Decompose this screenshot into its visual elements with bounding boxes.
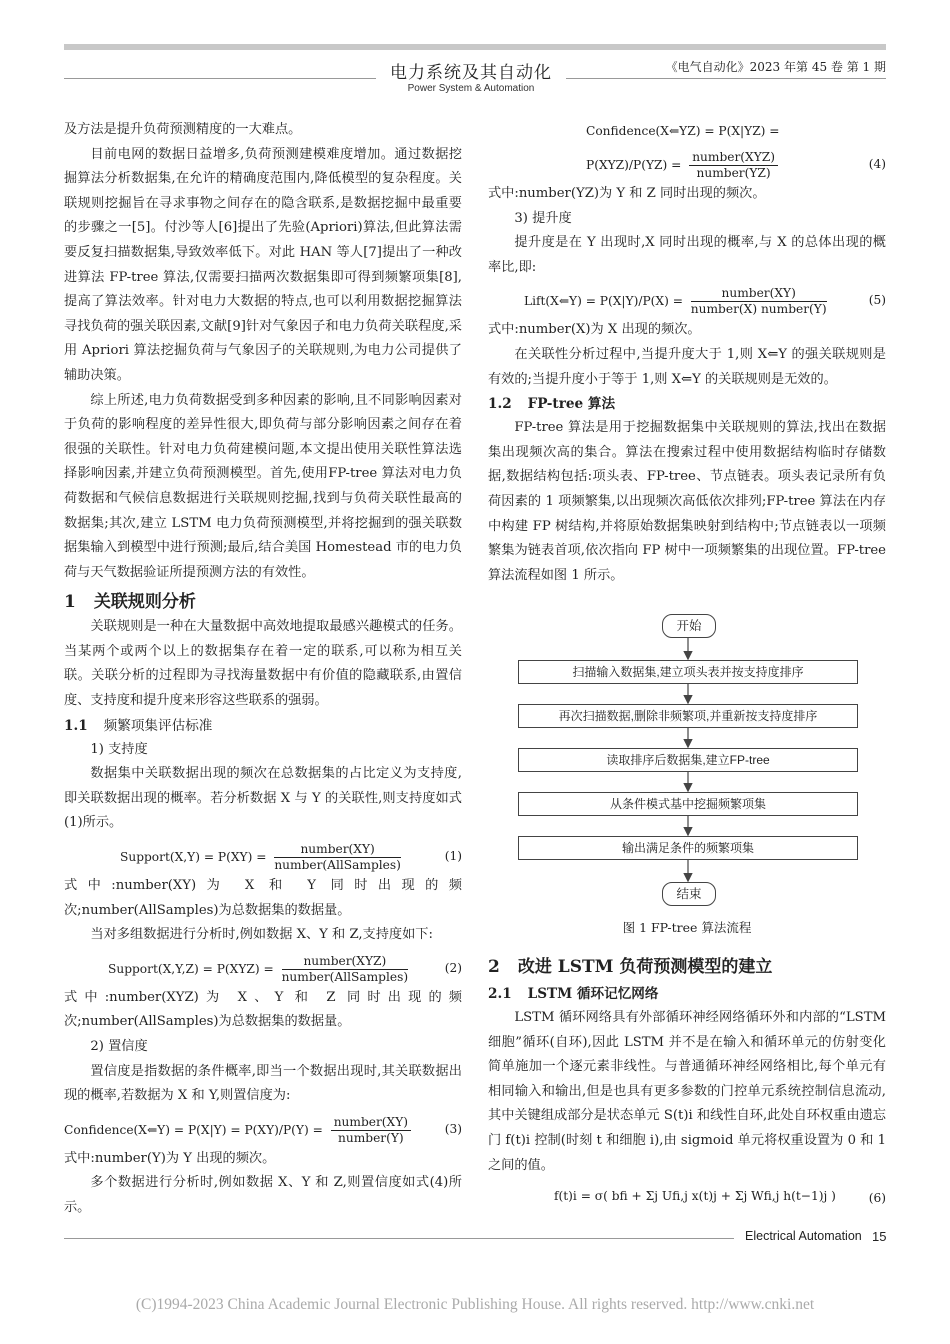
denominator: number(Y) <box>338 1130 404 1145</box>
list-item: 3) 提升度 <box>514 210 572 226</box>
numerator: number(XYZ) <box>282 954 409 970</box>
numerator: number(XY) <box>274 842 401 858</box>
subsection-heading <box>64 714 462 738</box>
equation-lhs: f(t)i = σ( bfi + Σj Ufi,j x(t)j + Σj Wfi,j h(t−1)j ) <box>554 1189 836 1204</box>
paragraph: 当对多组数据进行分析时,例如数据 X、Y 和 Z,支持度如下: <box>90 927 433 943</box>
section-heading <box>488 954 886 980</box>
flow-start: 开始 <box>662 614 716 638</box>
paragraph: FP-tree 算法是用于挖掘数据集中关联规则的算法,找出在数据集出现频次高的集合。算法在搜索过程中使用数据结构临时存储数据,数据结构包括:项头表、FP-tree、节点链表。项头表记录所有负荷因素的 1 项频繁集,以出现频次高低依次排列;FP-tree 算法在内存中构建 FP 树结构,并将原始数据集映射到结构中;节点链表以一项频繁集为链表首项,依次指向 FP 树中一项频繁集的出现位置。FP-tree 算法流程如图 1 所示。 <box>488 420 886 583</box>
paragraph: 式中:number(XY)为 X 和 Y 同时出现的频次;number(AllSamples)为总数据集的数据量。 <box>64 878 462 918</box>
equation-5 <box>488 280 886 317</box>
fraction <box>274 842 401 873</box>
header-rule-left <box>64 78 376 79</box>
flow-step-2: 再次扫描数据,删除非频繁项,并重新按支持度排序 <box>518 704 858 728</box>
subsection-heading <box>488 392 886 416</box>
footer-journal: Electrical Automation <box>745 1229 862 1243</box>
subsection-number: 2.1 <box>488 986 512 1002</box>
list-item: 2) 置信度 <box>90 1039 148 1054</box>
numerator: number(XY) <box>691 286 827 302</box>
section-number: 2 <box>488 957 500 977</box>
equation-label: (2) <box>444 960 462 975</box>
flow-step-1: 扫描输入数据集,建立项头表并按支持度排序 <box>518 660 858 684</box>
equation-1 <box>64 836 462 873</box>
fraction <box>282 954 409 985</box>
equation-label: (4) <box>868 157 886 171</box>
equation-4 <box>488 144 886 178</box>
page-number: 15 <box>872 1229 887 1244</box>
header-rule-right <box>566 78 886 79</box>
equation-3 <box>64 1109 462 1143</box>
equation-label: (6) <box>868 1191 886 1206</box>
paragraph: 在关联性分析过程中,当提升度大于 1,则 X⇐Y 的强关联规则是有效的;当提升度小于等于 1,则 X⇐Y 的关联规则是无效的。 <box>488 346 886 387</box>
subsection-number: 1.1 <box>64 717 88 734</box>
left-column <box>64 118 462 1221</box>
numerator: number(XY) <box>331 1115 411 1131</box>
equation-label: (1) <box>444 849 462 864</box>
fp-tree-flowchart <box>488 610 886 910</box>
equation-lhs: Support(X,Y,Z) = P(XYZ) = <box>108 961 274 976</box>
fraction <box>691 286 827 317</box>
paragraph: 及方法是提升负荷预测精度的一大难点。 <box>64 122 302 137</box>
right-column-lower <box>488 954 886 1212</box>
section-title: 关联规则分析 <box>93 592 196 613</box>
equation-6 <box>488 1178 886 1212</box>
subsection-title: LSTM 循环记忆网络 <box>527 986 659 1002</box>
paragraph: 式中:number(Y)为 Y 出现的频次。 <box>64 1150 276 1166</box>
denominator: number(X) number(Y) <box>690 302 827 317</box>
paragraph: 提升度是在 Y 出现时,X 同时出现的概率,与 X 的总体出现的概率比,即: <box>488 235 886 275</box>
equation-lhs: P(XYZ)/P(YZ) = <box>586 158 682 172</box>
paragraph: LSTM 循环网络具有外部循环神经网络循环外和内部的“LSTM 细胞”循环(自环),因此 LSTM 并不是在输入和循环单元的仿射变化简单施加一个逐元素非线性。与普通循环神经网络相比,每个单元有相同输入和输出,但是也具有更多参数的门控单元系统控制信息流动,其中关键组成部分是状态单元 S(t)i 和线性自环,此处自环权重由遗忘门 f(t)i 控制(时刻 t 和细胞 i),由 sigmoid 单元将权重设置为 0 和 1 之间的值。 <box>488 1010 886 1173</box>
paragraph: 综上所述,电力负荷数据受到多种因素的影响,且不同影响因素对于负荷的影响程度的差异性很大,即负荷与部分影响因素之间存在着很强的关联性。针对电力负荷建模问题,本文提出使用关联性算法选择影响因素,并建立负荷预测模型。首先,使用FP-tree 算法对电力负荷数据和气候信息数据进行关联规则挖掘,找到与负荷关联性最高的数据集;其次,建立 LSTM 电力负荷预测模型,并将挖掘到的强关联数据集输入到模型中进行预测;最后,结合美国 Homestead 市的电力负荷与天气数据验证所提预测方法的有效性。 <box>64 392 462 580</box>
subsection-heading <box>488 982 886 1006</box>
denominator: number(AllSamples) <box>281 969 409 984</box>
subsection-title: 频繁项集评估标准 <box>103 717 213 734</box>
numerator: number(XYZ) <box>689 150 778 166</box>
equation-4-line1: Confidence(X⇐YZ) = P(X|YZ) = <box>586 124 780 138</box>
fraction <box>331 1115 411 1146</box>
right-column <box>488 118 886 588</box>
footer-rule <box>64 1238 734 1239</box>
paragraph: 式中:number(YZ)为 Y 和 Z 同时出现的频次。 <box>488 186 766 201</box>
issue-info: 《电气自动化》2023 年第 45 卷 第 1 期 <box>665 60 886 74</box>
flow-step-3: 读取排序后数据集,建立FP-tree <box>518 748 858 772</box>
denominator: number(YZ) <box>696 166 771 180</box>
copyright-watermark: (C)1994-2023 China Academic Journal Electronic Publishing House. All rights reserved. http://www.cnki.net <box>135 1296 815 1313</box>
header-bar <box>64 44 886 50</box>
equation-lhs: Lift(X⇐Y) = P(X|Y)/P(X) = <box>524 294 683 309</box>
journal-subtitle: Power System & Automation <box>407 83 535 94</box>
fraction <box>689 150 778 181</box>
flow-step-5: 输出满足条件的频繁项集 <box>518 836 858 860</box>
section-title: 改进 LSTM 负荷预测模型的建立 <box>517 957 773 977</box>
paragraph: 关联规则是一种在大量数据中高效地提取最感兴趣模式的任务。当某两个或两个以上的数据集存在着一定的联系,可以称为相互关联。关联分析的过程即为寻找海量数据中有价值的隐藏联系,由置信度、支持度和提升度来形容这些联系的强弱。 <box>64 619 462 709</box>
paragraph: 式中:number(XYZ)为 X、Y 和 Z 同时出现的频次;number(AllSamples)为总数据集的数据量。 <box>64 989 462 1030</box>
figure-caption: 图 1 FP-tree 算法流程 <box>622 920 752 935</box>
paragraph: 数据集中关联数据出现的频次在总数据集的占比定义为支持度,即关联数据出现的概率。若分析数据 X 与 Y 的关联性,则支持度如式(1)所示。 <box>64 766 462 831</box>
paragraph: 置信度是指数据的条件概率,即当一个数据出现时,其关联数据出现的概率,若数据为 X 和 Y,则置信度为: <box>64 1063 462 1104</box>
flow-end: 结束 <box>662 882 716 906</box>
equation-label: (3) <box>444 1121 462 1136</box>
section-number: 1 <box>64 592 76 613</box>
equation-lhs: Confidence(X⇐Y) = P(X|Y) = P(XY)/P(Y) = <box>64 1122 323 1137</box>
subsection-number: 1.2 <box>488 396 512 413</box>
equation-label: (5) <box>868 293 886 308</box>
subsection-title: FP-tree 算法 <box>527 396 616 413</box>
paragraph: 式中:number(X)为 X 出现的频次。 <box>488 322 701 338</box>
paragraph: 多个数据进行分析时,例如数据 X、Y 和 Z,则置信度如式(4)所示。 <box>64 1175 462 1215</box>
journal-title: 电力系统及其自动化 <box>390 63 552 83</box>
flow-step-4: 从条件模式基中挖掘频繁项集 <box>518 792 858 816</box>
equation-lhs: Support(X,Y) = P(XY) = <box>120 850 267 865</box>
equation-2 <box>64 948 462 982</box>
list-item: 1) 支持度 <box>90 741 148 757</box>
section-heading <box>64 589 462 615</box>
denominator: number(AllSamples) <box>274 858 401 873</box>
paragraph: 目前电网的数据日益增多,负荷预测建模难度增加。通过数据挖掘算法分析数据集,在允许的精确度范围内,降低模型的复杂程度。关联规则挖掘旨在寻求事物之间存在的隐含联系,是数据挖掘中最重要的步骤之一[5]。付沙等人[6]提出了先验(Apriori)算法,但此算法需要反复扫描数据集,导致效率低下。对此 HAN 等人[7]提出了一种改进算法 FP-tree 算法,仅需要扫描两次数据集即可得到频繁项集[8],提高了算法效率。针对电力大数据的特点,也可以利用数据挖掘算法寻找负荷的强关联因素,文献[9]针对气象因子和电力负荷关联程度,采用 Apriori 算法挖掘负荷与气象因子的关联规则,为电力公司提供了辅助决策。 <box>64 146 462 383</box>
